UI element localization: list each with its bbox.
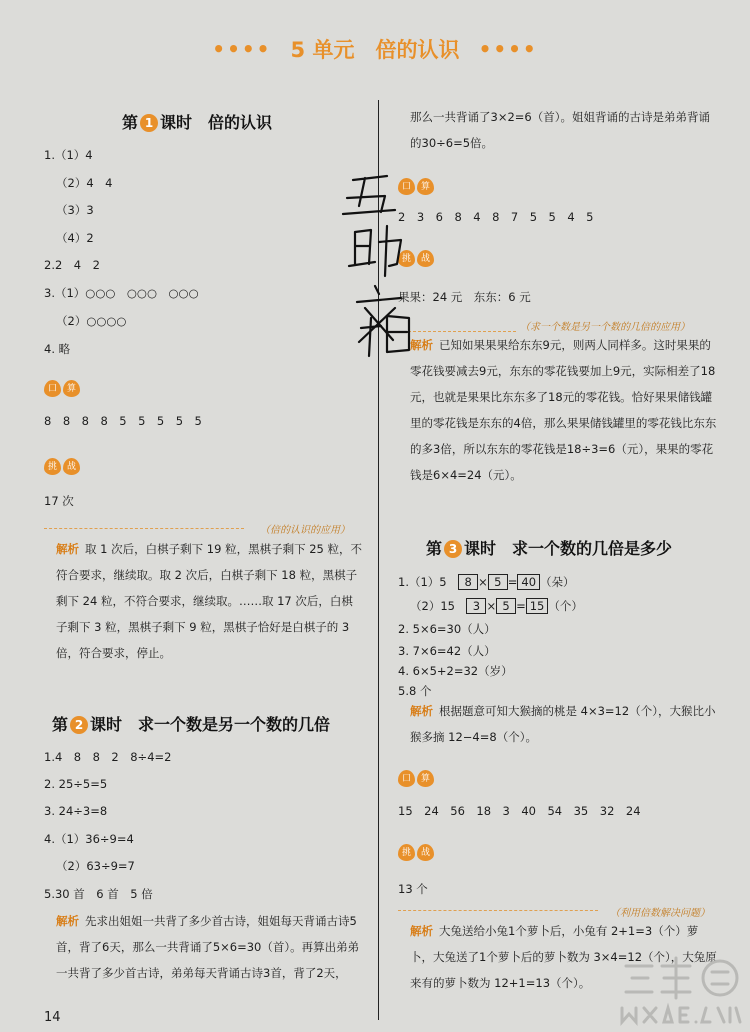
badge-char: 战 <box>417 250 434 267</box>
topic-tag: （利用倍数解决问题） <box>610 908 710 919</box>
answer-box: 3 <box>466 598 486 614</box>
answer-line: 1.4 8 8 2 8÷4=2 <box>44 750 172 764</box>
analysis-label: 解析 <box>410 338 433 352</box>
answer-prefix: （2）15 <box>410 599 467 613</box>
analysis-text: 大兔送给小兔1个萝卜后，小兔有 2+1=3（个）萝卜，大兔送了1个萝卜后的萝卜数为 3×4=12（个），大兔原来有的萝卜数为 12+1=13（个）。 <box>410 924 717 990</box>
analysis-text: 先求出姐姐一共背了多少首古诗，姐姐每天背诵古诗5首，背了6天，那么一共背诵了5×6=30（首）。再算出弟弟一共背了多少首古诗，弟弟每天背诵古诗3首，背了2天， <box>56 914 360 980</box>
lesson-name: 课时 倍的认识 <box>160 113 273 132</box>
page-number: 14 <box>44 1010 61 1025</box>
unit: （个） <box>548 599 583 613</box>
unit: （朵） <box>540 575 575 589</box>
answer-box: 5 <box>488 574 508 590</box>
unit-title: 5 单元 倍的认识 <box>290 38 460 62</box>
answer-line: （2）○○○○ <box>56 314 127 328</box>
header-dots-right: •••• <box>478 37 538 61</box>
dashed-rule <box>398 910 598 911</box>
fill-box-answer <box>398 574 575 590</box>
badge-char: 战 <box>63 458 80 475</box>
badge-char: 口 <box>398 770 415 787</box>
badge-char: 战 <box>417 844 434 861</box>
operator: × <box>478 575 488 589</box>
badge-char: 口 <box>44 380 61 397</box>
answer-line: 5.8 个 <box>398 684 432 698</box>
lesson-number-badge: 2 <box>70 716 88 734</box>
analysis-text: 取 1 次后，白棋子剩下 19 粒，黑棋子剩下 25 粒，不符合要求，继续取。取 2 次后，白棋子剩下 18 粒，黑棋子剩下 24 粒，不符合要求，继续取。……取 17 次后，白棋子剩下 3 粒，黑棋子剩下 9 粒，黑棋子恰好是白棋子的 3 倍，符合要求，停止。 <box>56 542 363 660</box>
topic-tag: （倍的认识的应用） <box>260 525 350 536</box>
operator: = <box>507 575 518 589</box>
topic-tag: （求一个数是另一个数的几倍的应用） <box>520 322 690 333</box>
badge-char: 算 <box>417 178 434 195</box>
lesson-number-badge: 3 <box>444 540 462 558</box>
badge-char: 算 <box>417 770 434 787</box>
tiaozhan-answer: 17 次 <box>44 494 74 508</box>
answer-line: 3.（1）○○○ ○○○ ○○○ <box>44 286 199 300</box>
kousuan-badge <box>44 380 80 397</box>
analysis-continued: 那么一共背诵了3×2=6（首）。姐姐背诵的古诗是弟弟背诵的30÷6=5倍。 <box>410 110 710 150</box>
answer-box: 15 <box>526 598 549 614</box>
lesson-3-title <box>426 540 672 558</box>
operator: = <box>516 599 526 613</box>
lesson-number-badge: 1 <box>140 114 158 132</box>
lesson-prefix: 第 <box>122 113 139 132</box>
answer-line: （2）4 4 <box>56 176 113 190</box>
handwritten-signature <box>335 168 425 358</box>
answer-line: （3）3 <box>56 203 94 217</box>
analysis-label: 解析 <box>56 542 79 556</box>
answer-line: 3. 24÷3=8 <box>44 804 108 818</box>
lesson-2-title <box>52 716 330 734</box>
analysis-1 <box>56 536 364 666</box>
answer-box: 40 <box>517 574 540 590</box>
answer-prefix: 1.（1）5 <box>398 575 459 589</box>
kousuan-answers: 15 24 56 18 3 40 54 35 32 24 <box>398 804 641 818</box>
answer-line: 4. 略 <box>44 342 71 356</box>
analysis-2 <box>56 908 364 986</box>
answer-line: （2）63÷9=7 <box>56 859 135 873</box>
lesson-1-title <box>122 114 272 132</box>
answer-line: （4）2 <box>56 231 94 245</box>
watermark-logo <box>612 948 742 1028</box>
answer-line: 4.（1）36÷9=4 <box>44 832 134 846</box>
answer-line: 4. 6×5+2=32（岁） <box>398 664 513 678</box>
badge-char: 挑 <box>398 844 415 861</box>
answer-line: 3. 7×6=42（人） <box>398 644 496 658</box>
analysis-label: 解析 <box>56 914 79 928</box>
dashed-rule <box>44 528 244 529</box>
badge-char: 挑 <box>44 458 61 475</box>
badge-char: 口 <box>398 178 415 195</box>
tiaozhan-badge <box>44 458 80 475</box>
badge-char: 挑 <box>398 250 415 267</box>
analysis-4 <box>410 698 718 750</box>
analysis-label: 解析 <box>410 704 433 718</box>
kousuan-answers: 2 3 6 8 4 8 7 5 5 4 5 <box>398 210 594 224</box>
operator: × <box>486 599 497 613</box>
lesson-name: 课时 求一个数是另一个数的几倍 <box>90 715 331 734</box>
tiaozhan-badge <box>398 844 434 861</box>
tiaozhan-answer: 13 个 <box>398 882 428 896</box>
analysis-text: 已知如果果果给东东9元，则两人同样多。这时果果的零花钱要减去9元，东东的零花钱要加上9元，实际相差了18元，也就是果果比东东多了18元的零花钱。恰好果果储钱罐里的零花钱是东东的4倍，那么果果储钱罐里的零花钱比东东的多3倍，所以东东的零花钱是18÷3=6（元），果果的零花钱是6×4=24（元）。 <box>410 338 717 482</box>
unit-header <box>0 34 750 64</box>
lesson-name: 课时 求一个数的几倍是多少 <box>464 539 673 558</box>
fill-box-answer <box>410 598 583 614</box>
tiaozhan-answer: 果果：24 元 东东：6 元 <box>398 290 531 304</box>
kousuan-badge <box>398 770 434 787</box>
answer-line: 2. 5×6=30（人） <box>398 622 496 636</box>
answer-line: 1.（1）4 <box>44 148 93 162</box>
lesson-prefix: 第 <box>426 539 443 558</box>
answer-box: 5 <box>496 598 516 614</box>
analysis-text: 根据题意可知大猴摘的桃是 4×3=12（个），大猴比小猴多摘 12−4=8（个）。 <box>410 704 716 744</box>
analysis-label: 解析 <box>410 924 433 938</box>
header-dots-left: •••• <box>212 37 272 61</box>
answer-line: 2.2 4 2 <box>44 258 100 272</box>
answer-line: 2. 25÷5=5 <box>44 777 108 791</box>
analysis-3 <box>410 332 718 488</box>
answer-line: 5.30 首 6 首 5 倍 <box>44 887 153 901</box>
kousuan-answers: 8 8 8 8 5 5 5 5 5 <box>44 414 202 428</box>
badge-char: 算 <box>63 380 80 397</box>
lesson-prefix: 第 <box>52 715 69 734</box>
answer-box: 8 <box>458 574 478 590</box>
